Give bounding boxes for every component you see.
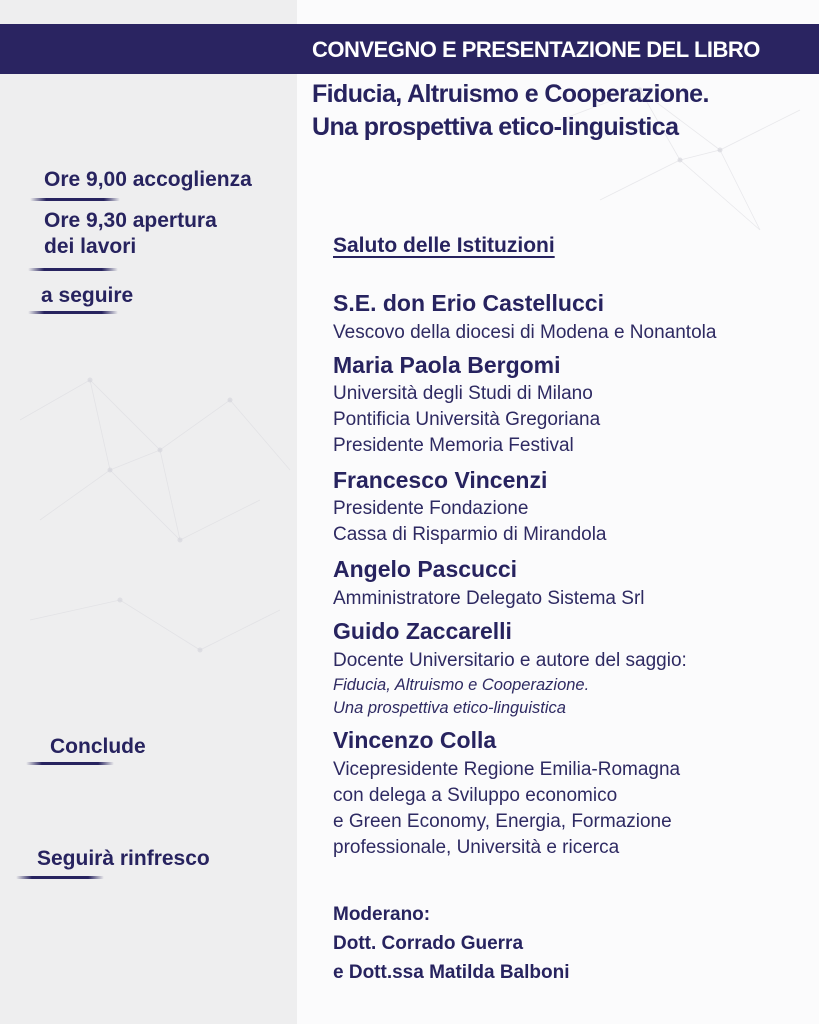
speaker-role-line: con delega a Sviluppo economico xyxy=(333,785,618,806)
schedule-welcome: Ore 9,00 accoglienza xyxy=(44,168,252,191)
speaker-role xyxy=(333,496,607,548)
program-heading: Saluto delle Istituzioni xyxy=(333,234,555,257)
book-title-line-2: Una prospettiva etico-linguistica xyxy=(312,113,679,141)
speaker-role-line: Vescovo della diocesi di Modena e Nonantola xyxy=(333,322,717,343)
schedule-underline xyxy=(28,311,118,314)
speaker-role-line: Amministratore Delegato Sistema Srl xyxy=(333,588,645,609)
speaker-role xyxy=(333,586,645,612)
speaker-book-reference: Una prospettiva etico-linguistica xyxy=(333,699,566,717)
speaker-role xyxy=(333,757,680,861)
speaker-name: Guido Zaccarelli xyxy=(333,618,512,644)
speaker-name: S.E. don Erio Castellucci xyxy=(333,290,604,316)
speaker-role-line: Presidente Fondazione xyxy=(333,498,529,519)
speaker-role-line: Cassa di Risparmio di Mirandola xyxy=(333,524,607,545)
schedule-following: a seguire xyxy=(41,284,134,307)
speaker-name: Francesco Vincenzi xyxy=(333,467,548,493)
speaker-name: Vincenzo Colla xyxy=(333,727,497,753)
speaker-role xyxy=(333,381,600,459)
moderator-name: e Dott.ssa Matilda Balboni xyxy=(333,962,570,983)
speaker-name: Maria Paola Bergomi xyxy=(333,352,561,378)
speaker-role-line: Docente Universitario e autore del saggio: xyxy=(333,650,687,671)
schedule-opening-line-2: dei lavori xyxy=(44,235,137,258)
speaker-role xyxy=(333,648,687,720)
schedule-underline xyxy=(16,876,104,879)
header-banner xyxy=(0,24,819,74)
schedule-underline xyxy=(28,268,118,271)
event-type-title: CONVEGNO E PRESENTAZIONE DEL LIBRO xyxy=(312,37,760,62)
speaker-name: Angelo Pascucci xyxy=(333,556,518,582)
speaker-role-line: Vicepresidente Regione Emilia-Romagna xyxy=(333,759,681,780)
schedule-opening-line-1: Ore 9,30 apertura xyxy=(44,209,217,232)
speaker-role-line: Pontificia Università Gregoriana xyxy=(333,409,601,430)
speaker-role-line: e Green Economy, Energia, Formazione xyxy=(333,811,672,832)
moderator-name: Dott. Corrado Guerra xyxy=(333,933,524,954)
speaker-role-line: Università degli Studi di Milano xyxy=(333,383,593,404)
schedule-concludes: Conclude xyxy=(50,735,146,758)
schedule-refreshment: Seguirà rinfresco xyxy=(37,847,210,870)
moderators-block xyxy=(333,900,569,987)
schedule-underline xyxy=(26,762,114,765)
book-title-line-1: Fiducia, Altruismo e Cooperazione. xyxy=(312,80,709,108)
moderators-label: Moderano: xyxy=(333,904,431,925)
speaker-role-line: Presidente Memoria Festival xyxy=(333,435,574,456)
schedule-underline xyxy=(30,198,120,201)
speaker-book-reference: Fiducia, Altruismo e Cooperazione. xyxy=(333,676,590,694)
speaker-role xyxy=(333,320,716,346)
speaker-role-line: professionale, Università e ricerca xyxy=(333,837,620,858)
